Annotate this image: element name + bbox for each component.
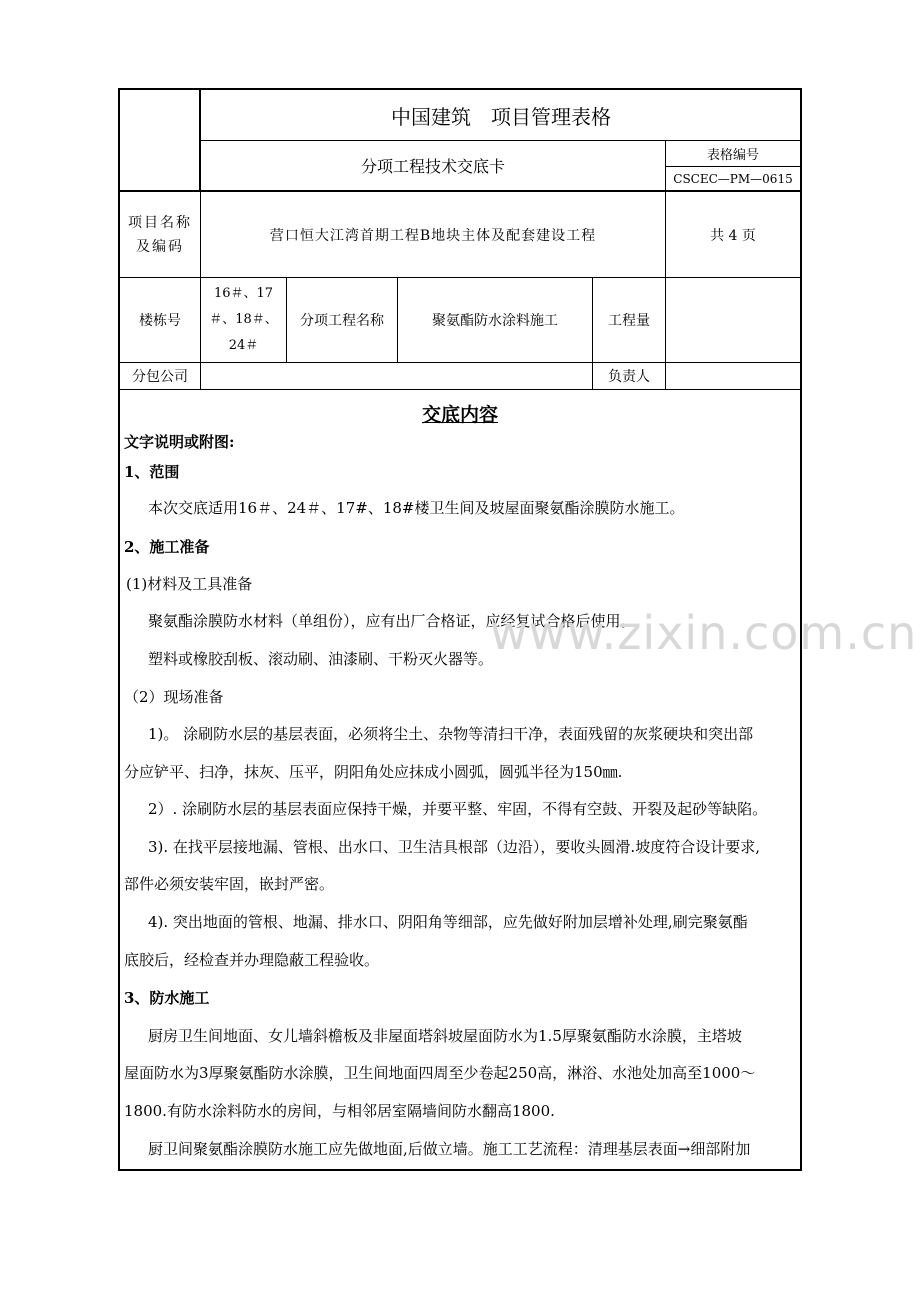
section-2-title: 2、施工准备 (124, 538, 210, 556)
project-label-line2: 及编码 (136, 238, 184, 255)
form-no (666, 167, 800, 190)
section-1-title: 1、范围 (124, 463, 180, 481)
subproject-label: 分项工程名称 (300, 313, 384, 329)
subcontractor-value (201, 363, 592, 389)
company-title: 中国建筑 项目管理表格 (391, 104, 611, 129)
subproject-name: 聚氨酯防水涂料施工 (432, 313, 558, 329)
building-line3: 24＃ (228, 338, 259, 353)
form-name: 分项工程技术交底卡 (360, 157, 505, 176)
form-no-label (666, 141, 800, 166)
section-2-item2: 2）. 涂刷防水层的基层表面应保持干燥，并要平整、牢固，不得有空鼓、开裂及起砂等缺陷。 (148, 800, 768, 818)
section-2-p1: 聚氨酯涂膜防水材料（单组份），应有出厂合格证，应经复试合格后使用。 (148, 612, 636, 630)
form-no-label-text: 表格编号 (706, 148, 759, 163)
row3-bottom-line (118, 389, 802, 390)
project-name: 营口恒大江湾首期工程B地块主体及配套建设工程 (269, 227, 597, 244)
content-heading: 交底内容 (421, 403, 498, 426)
page-count: 共 4 页 (710, 227, 756, 244)
manager-value (666, 363, 800, 389)
project-label-line1: 项目名称 (128, 214, 192, 231)
section-2-item4-b: 底胶后，经检查并办理隐蔽工程验收。 (124, 951, 380, 969)
section-1-p1: 本次交底适用16＃、24＃、17#、18#楼卫生间及坡屋面聚氨酯涂膜防水施工。 (148, 499, 685, 517)
section-2-item3-b: 部件必须安装牢固，嵌封严密。 (124, 875, 335, 893)
building-line2: ＃、18＃、 (209, 312, 278, 327)
section-2-item1-a: 1)。 涂刷防水层的基层表面，必须将尘土、杂物等清扫干净，表面残留的灰浆硬块和突出部 (148, 725, 754, 743)
intro-label: 文字说明或附图: (124, 433, 235, 451)
section-3-title: 3、防水施工 (124, 989, 210, 1007)
project-label (120, 192, 200, 277)
section-3-p1-b: 屋面防水为3厚聚氨酯防水涂膜，卫生间地面四周至少卷起250高，淋浴、水池处加高至1000～ (124, 1064, 756, 1082)
watermark: www.zixin.com.cn (490, 606, 918, 660)
section-2-item4-a: 4). 突出地面的管根、地漏、排水口、阴阳角等细部，应先做好附加层增补处理,刷完聚氨酯 (148, 913, 748, 931)
building-label: 楼栋号 (139, 313, 181, 329)
section-2-item1-b: 分应铲平、扫净，抹灰、压平，阴阳角处应抹成小圆弧，圆弧半径为150㎜. (124, 763, 623, 781)
section-2-item3-a: 3). 在找平层接地漏、管根、出水口、卫生洁具根部（边沿），要收头圆滑.坡度符合设计要求, (148, 838, 760, 856)
quantity-value (666, 278, 800, 362)
manager-label: 负责人 (608, 369, 650, 385)
section-2-sub1: (1)材料及工具准备 (126, 575, 253, 593)
section-2-p2: 塑料或橡胶刮板、滚动刷、油漆刷、干粉灭火器等。 (148, 650, 494, 668)
table-border-bottom (118, 1169, 802, 1171)
section-3-p2: 厨卫间聚氨酯涂膜防水施工应先做地面,后做立墙。施工工艺流程：清理基层表面→细部附加 (148, 1140, 751, 1158)
form-no-text: CSCEC—PM—0615 (673, 171, 793, 186)
building-line1: 16＃、17 (213, 286, 274, 301)
quantity-label: 工程量 (608, 313, 650, 329)
building-numbers (201, 278, 286, 362)
subcontractor-label: 分包公司 (132, 369, 188, 385)
section-2-sub2: （2）现场准备 (124, 688, 224, 706)
section-3-p1-a: 厨房卫生间地面、女儿墙斜檐板及非屋面塔斜坡屋面防水为1.5厚聚氨酯防水涂膜，主塔坡 (148, 1027, 742, 1045)
section-3-p1-c: 1800.有防水涂料防水的房间，与相邻居室隔墙间防水翻高1800. (124, 1102, 555, 1120)
